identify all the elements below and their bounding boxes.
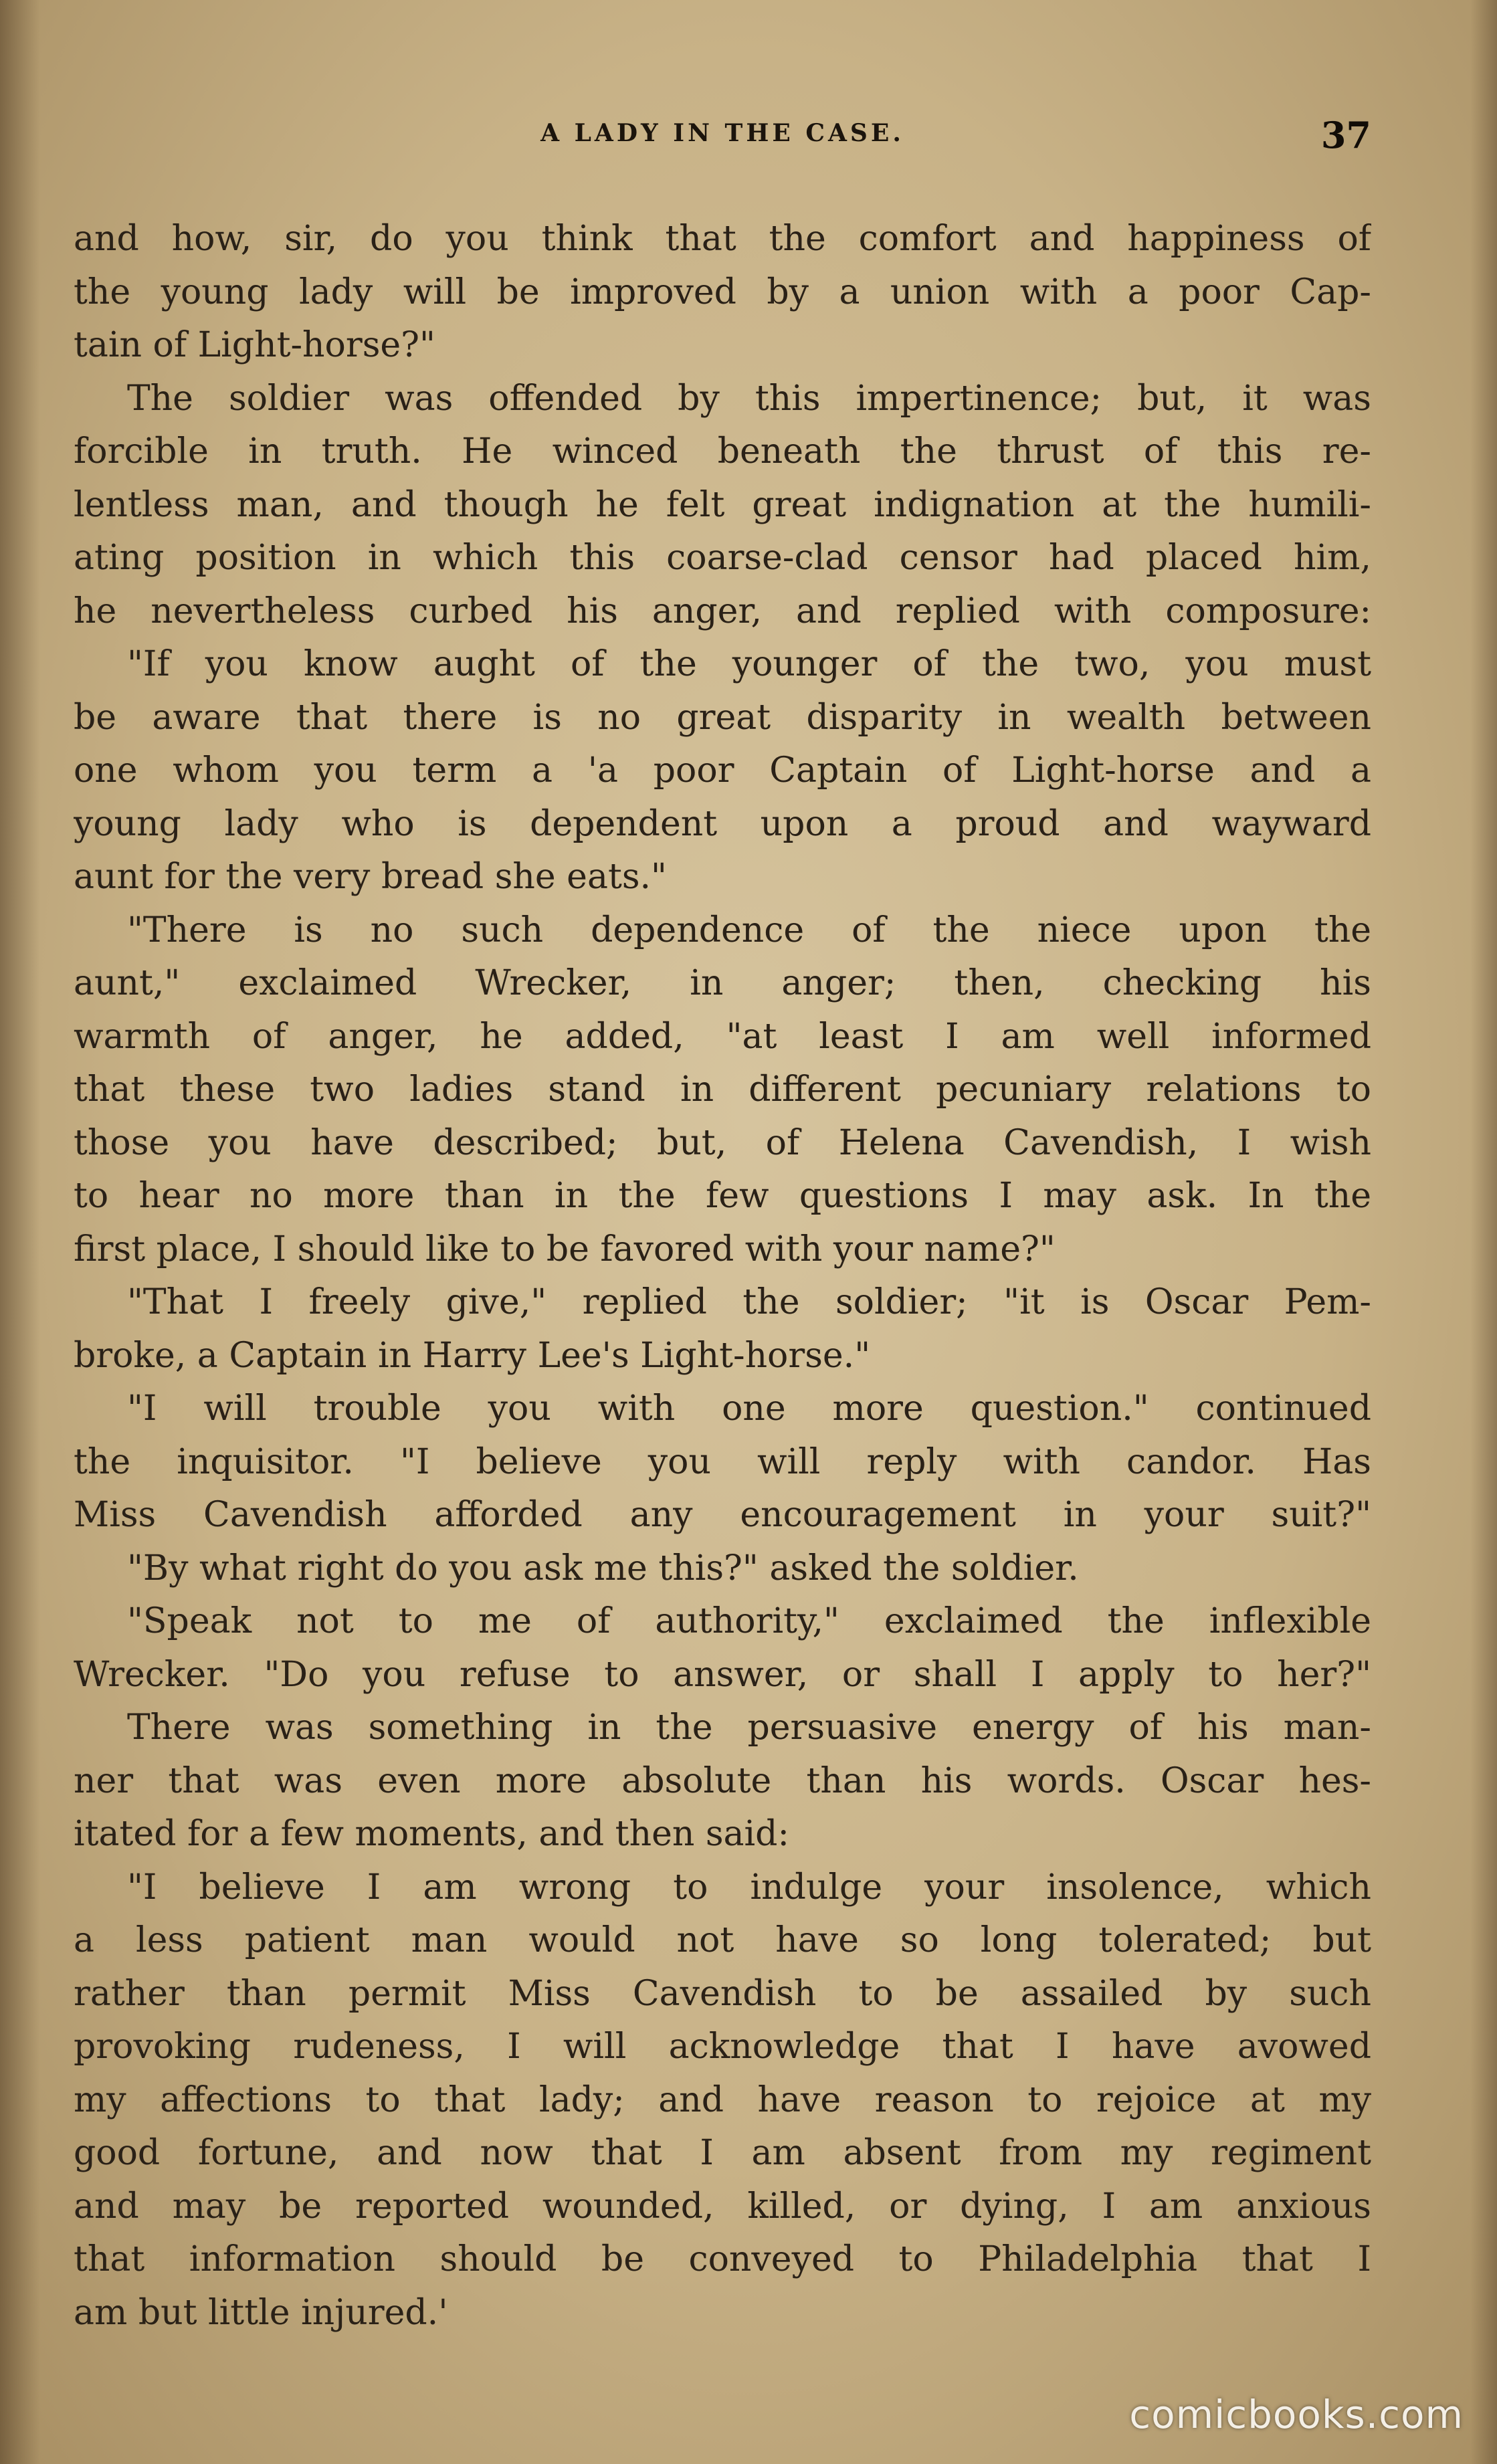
text-line: "I believe I am wrong to indulge your insolence, which <box>127 1867 1371 1908</box>
text-line: The soldier was offended by this impertinence; but, it was <box>127 378 1371 419</box>
text-line: broke, a Captain in Harry Lee's Light-horse." <box>74 1335 871 1376</box>
text-line: and how, sir, do you think that the comfort and happiness of <box>74 219 1371 259</box>
text-line: am but little injured.' <box>74 2292 448 2333</box>
text-line: forcible in truth. He winced beneath the thrust of this re- <box>74 431 1371 472</box>
text-line: one whom you term a 'a poor Captain of Light-horse and a <box>74 750 1371 791</box>
text-line: ner that was even more absolute than his words. Oscar hes- <box>74 1760 1371 1801</box>
text-line: rather than permit Miss Cavendish to be assailed by such <box>74 1973 1371 2014</box>
text-line: aunt for the very bread she eats." <box>74 857 667 897</box>
text-line: "If you know aught of the younger of the two, you must <box>127 644 1371 684</box>
running-head <box>74 114 1371 161</box>
text-line: lentless man, and though he felt great indignation at the humili- <box>74 484 1371 525</box>
text-line: There was something in the persuasive energy of his man- <box>127 1708 1371 1748</box>
text-line: Wrecker. "Do you refuse to answer, or shall I apply to her?" <box>74 1654 1371 1695</box>
text-line: a less patient man would not have so long tolerated; but <box>74 1920 1371 1960</box>
text-line: tain of Light-horse?" <box>74 325 435 365</box>
text-line: ating position in which this coarse-clad censor had placed him, <box>74 538 1371 578</box>
text-line: those you have described; but, of Helena Cavendish, I wish <box>74 1122 1371 1163</box>
page-number: 37 <box>1320 114 1371 157</box>
text-line: to hear no more than in the few questions I may ask. In the <box>74 1176 1371 1216</box>
text-line: that information should be conveyed to Philadelphia that I <box>74 2239 1371 2279</box>
watermark: comicbooks.com <box>1129 2392 1464 2437</box>
text-line: Miss Cavendish afforded any encouragement in your suit?" <box>74 1495 1371 1535</box>
text-line: "Speak not to me of authority," exclaimed the inflexible <box>127 1601 1371 1641</box>
text-line: itated for a few moments, and then said: <box>74 1814 789 1854</box>
text-line: the young lady will be improved by a union with a poor Cap- <box>74 272 1371 312</box>
running-title: A LADY IN THE CASE. <box>540 119 904 147</box>
text-line: warmth of anger, he added, "at least I am well informed <box>74 1016 1371 1057</box>
text-line: aunt," exclaimed Wrecker, in anger; then, checking his <box>74 963 1371 1003</box>
text-line: "By what right do you ask me this?" asked the soldier. <box>127 1548 1079 1588</box>
text-line: "There is no such dependence of the niece upon the <box>127 910 1371 950</box>
text-line: he nevertheless curbed his anger, and replied with composure: <box>74 591 1371 631</box>
text-line: "That I freely give," replied the soldier; "it is Oscar Pem- <box>127 1282 1371 1322</box>
page-shadow-right <box>1470 0 1497 2464</box>
text-line: good fortune, and now that I am absent from my regiment <box>74 2133 1371 2173</box>
body-text <box>74 213 1371 2340</box>
text-line: first place, I should like to be favored with your name?" <box>74 1229 1056 1269</box>
text-line: be aware that there is no great disparity in wealth between <box>74 697 1371 738</box>
text-line: my affections to that lady; and have reason to rejoice at my <box>74 2079 1371 2120</box>
text-line: provoking rudeness, I will acknowledge that I have avowed <box>74 2027 1371 2067</box>
text-line: the inquisitor. "I believe you will reply with candor. Has <box>74 1441 1371 1482</box>
text-line: that these two ladies stand in different pecuniary relations to <box>74 1069 1371 1110</box>
text-line: and may be reported wounded, killed, or dying, I am anxious <box>74 2186 1371 2227</box>
text-line: "I will trouble you with one more question." continued <box>127 1389 1371 1429</box>
text-line: young lady who is dependent upon a proud and wayward <box>74 803 1371 844</box>
page-shadow-left <box>0 0 40 2464</box>
